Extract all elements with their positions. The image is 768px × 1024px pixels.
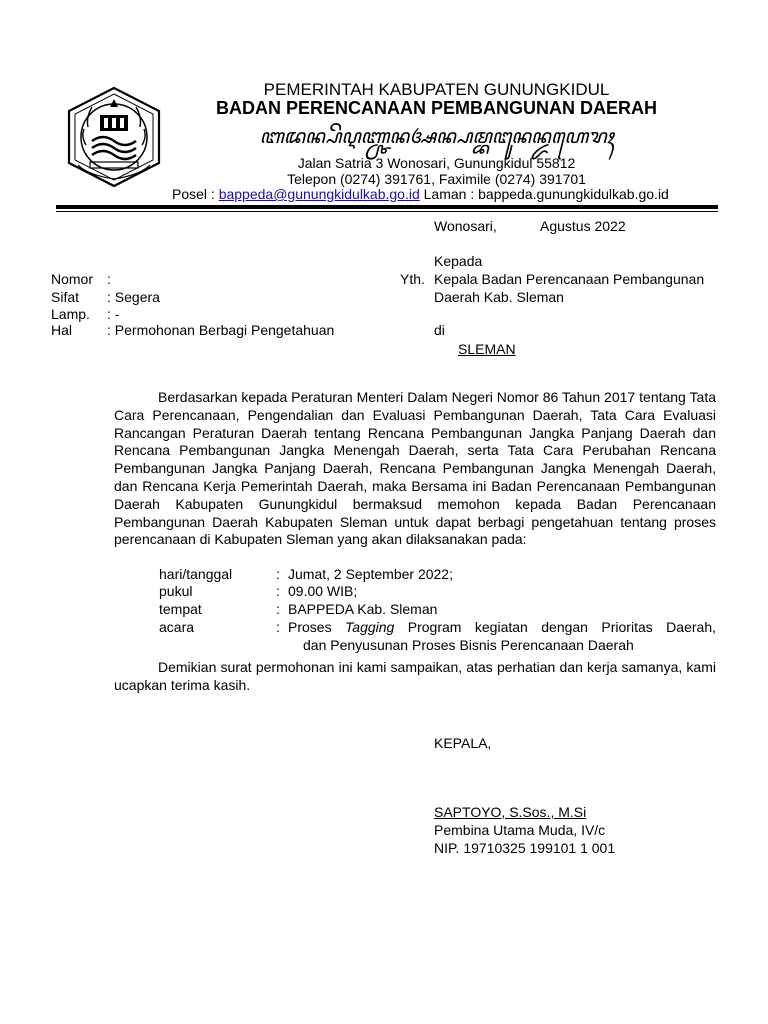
letterhead-contact-line [172,186,669,202]
letterhead-phone: Telepon (0274) 391761, Faximile (0274) 391701 [287,171,586,187]
recipient-yth: Yth. [400,271,425,287]
nomor-label: Nomor [51,271,94,287]
letterhead-thin-rule [56,211,718,212]
body-paragraph-2-text: Demikian surat permohonan ini kami sampaikan, atas perhatian dan kerja samanya, kami ucapkan terima kasih. [114,659,716,693]
schedule-colon: : [276,583,280,599]
acara-value-line1 [288,618,716,636]
acara-italic-term: Tagging [345,619,395,635]
schedule-colon: : [276,566,280,582]
hal-label: Hal [51,322,73,338]
body-paragraph-1 [114,389,716,549]
signatory-nip: NIP. 19710325 199101 1 001 [434,840,616,856]
acara-label: acara [159,619,195,635]
schedule-value: BAPPEDA Kab. Sleman [288,601,438,617]
date: Agustus 2022 [540,218,626,234]
recipient-di: di [434,322,445,338]
letterhead-address: Jalan Satria 3 Wonosari, Gunungkidul 55812 [297,155,576,171]
body-paragraph-2 [114,659,716,695]
body-paragraph-1-text: Berdasarkan kepada Peraturan Menteri Dalam Negeri Nomor 86 Tahun 2017 tentang Tata Cara Perencanaan, Pengendalian dan Evaluasi Pembangunan Daerah, Tata Cara Evaluasi Rancangan Peraturan Daerah tentang Rencana Pembangunan Jangka Panjang Daerah dan Rencana Pembangunan Jangka Menengah Daerah, serta Tata Cara Perubahan Rencana Pembangunan Jangka Panjang Daerah, Rencana Pembangunan Jangka Menengah Daerah, dan Rencana Kerja Pemerintah Daerah, maka Bersama ini Badan Perencanaan Pembangunan Daerah Kabupaten Gunungkidul bermaksud memohon kepada Badan Perencanaan Pembangunan Daerah Kabupaten Sleman untuk dapat berbagi pengetahuan tentang proses perencanaan di Kabupaten Sleman yang akan dilaksanakan pada: [114,389,716,548]
schedule-label: hari/tanggal [159,566,233,582]
signatory-name: SAPTOYO, S.Sos., M.Si [434,804,587,820]
schedule-colon: : [276,601,280,617]
lamp-label: Lamp. [51,306,90,322]
recipient-kepada: Kepada [434,253,483,269]
lamp-value: : - [107,306,120,322]
sifat-value: : Segera [107,289,160,305]
letterhead-thick-rule [56,205,718,209]
sifat-label: Sifat [51,289,80,305]
acara-rest: Program kegiatan dengan Prioritas Daerah, [407,619,716,635]
letterhead-government-line: PEMERINTAH KABUPATEN GUNUNGKIDUL [263,80,610,99]
hal-value: : Permohonan Berbagi Pengetahuan [107,322,335,338]
recipient-city: SLEMAN [458,341,516,357]
posel-label: Posel : [172,186,215,202]
acara-colon: : [276,619,280,635]
recipient-line2: Daerah Kab. Sleman [434,289,564,305]
acara-prefix: Proses [288,619,332,635]
nomor-value: : [107,271,111,287]
place: Wonosari, [434,218,497,234]
letterhead-javanese-script: ꦧꦢꦤ꧀ꦥꦼꦉꦚ꧀ꦕꦤꦄꦤ꧀ꦥꦩ꧀ꦧꦔꦸꦤꦤ꧀ꦢꦲꦺꦫꦃ [259,124,614,148]
schedule-value: 09.00 WIB; [288,583,358,599]
schedule-value: Jumat, 2 September 2022; [288,566,453,582]
acara-value-line2: dan Penyusunan Proses Bisnis Perencanaan Daerah [303,637,634,653]
signatory-rank: Pembina Utama Muda, IV/c [434,822,606,838]
email-link[interactable]: bappeda@gunungkidulkab.go.id [218,186,420,202]
signature-title: KEPALA, [434,735,492,751]
letterhead-agency-line: BADAN PERENCANAAN PEMBANGUNAN DAERAH [215,98,657,118]
website-text: Laman : bappeda.gunungkidulkab.go.id [423,186,669,202]
schedule-label: pukul [159,583,193,599]
schedule-label: tempat [159,601,202,617]
recipient-line1: Kepala Badan Perencanaan Pembangunan [434,271,705,287]
